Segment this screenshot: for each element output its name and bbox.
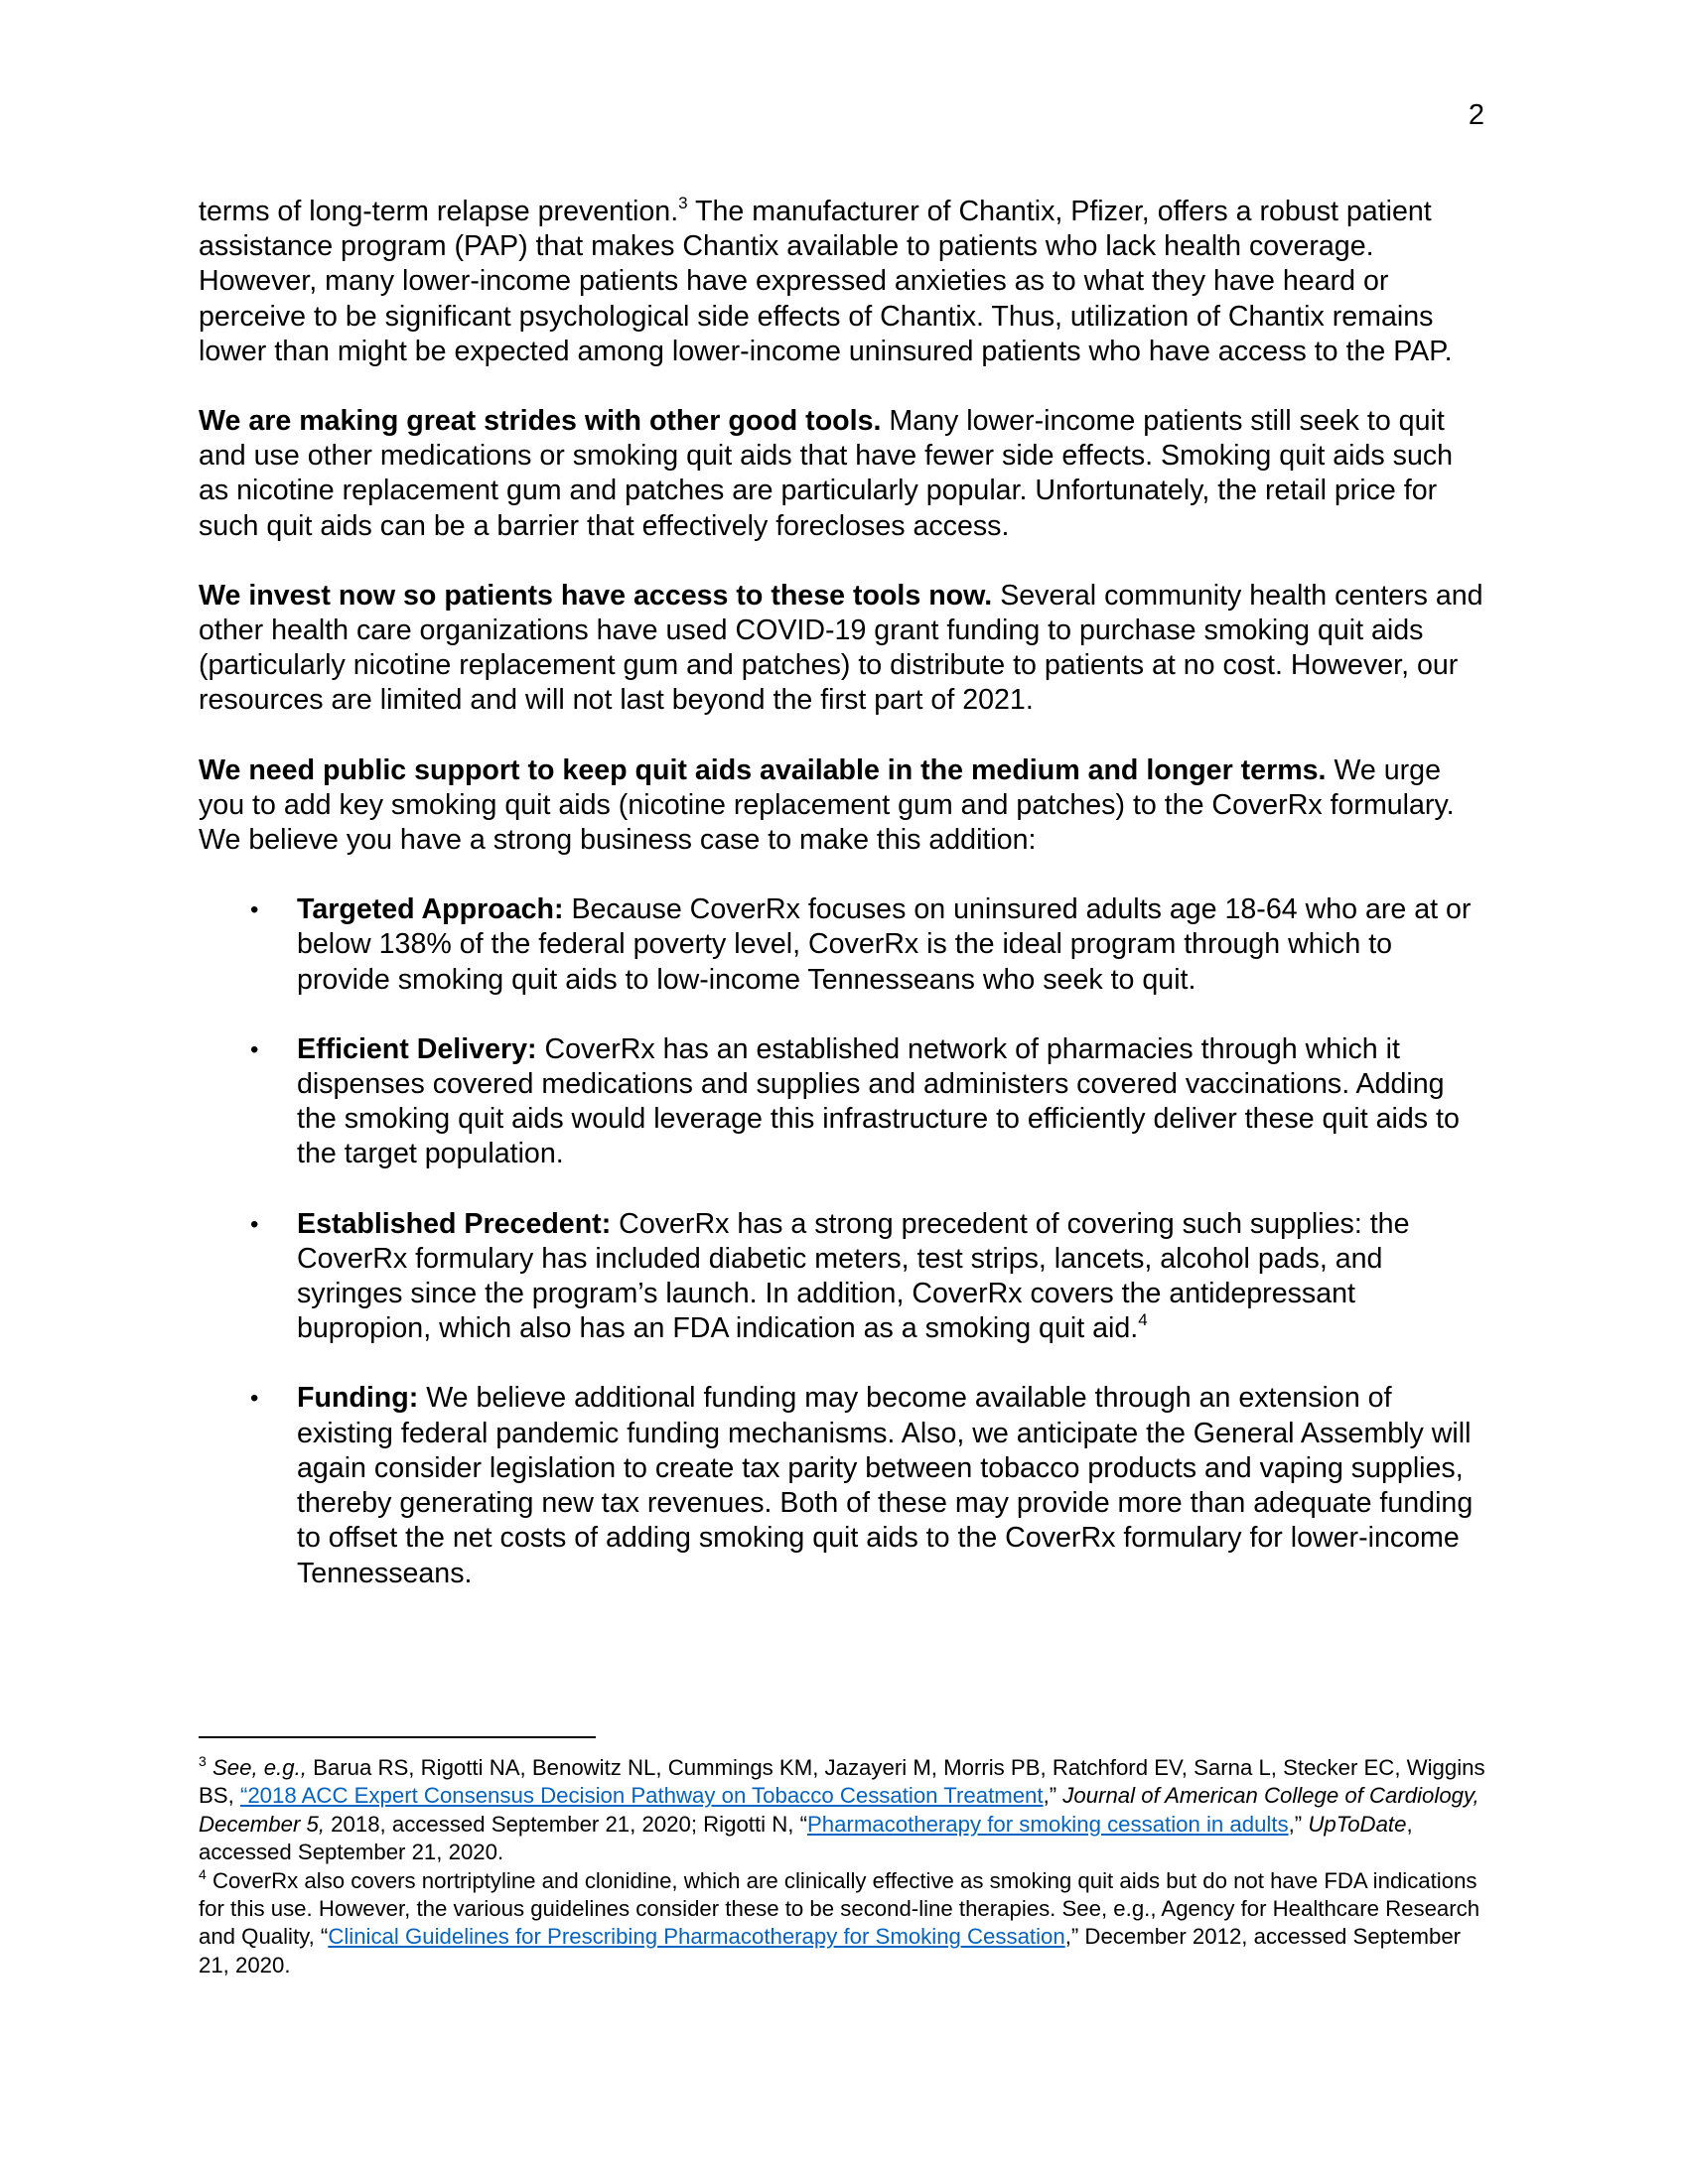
business-case-list [199, 892, 1489, 1590]
bullet-text: CoverRx has an established network of pharmacies through which it dispenses covered medications and supplies and administers covered vaccinations. Adding the smoking quit aids would leverage this infrastructure to efficiently deliver these quit aids to the target population. [297, 1032, 1460, 1170]
page-number: 2 [1468, 99, 1484, 131]
acc-pathway-link[interactable]: “2018 ACC Expert Consensus Decision Pathway on Tobacco Cessation Treatment [239, 1783, 1044, 1809]
uptodate-pharmacotherapy-link[interactable]: Pharmacotherapy for smoking cessation in adults [806, 1811, 1289, 1837]
bullet-icon: • [250, 1035, 259, 1063]
footnote-separator [199, 1736, 596, 1738]
bullet-text: CoverRx has a strong precedent of covering such supplies: the CoverRx formulary has included diabetic meters, test strips, lancets, alcohol pads, and syringes since the program’s launch. In addition, CoverRx covers the antidepressant bupropion, which also has an FDA indication as a smoking quit aid. [297, 1207, 1410, 1345]
bullet-lead: Efficient Delivery: [297, 1032, 537, 1065]
footnote-ref-4: 4 [1138, 1310, 1148, 1330]
paragraph-text: Many lower-income patients still seek to quit and use other medications or smoking quit aids that have fewer side effects. Smoking quit aids such as nicotine replacement gum and patches are particularly popular. Unfortunately, the retail price for such quit aids can be a barrier that effectively forecloses access. [199, 405, 1454, 542]
list-item-targeted-approach [199, 892, 1489, 998]
footnote-journal: Journal of American College of Cardiology, December 5, [199, 1783, 1479, 1837]
ahrq-guidelines-link[interactable]: Clinical Guidelines for Prescribing Pharmacotherapy for Smoking Cessation [328, 1924, 1065, 1950]
bullet-text: We believe additional funding may become available through an extension of existing federal pandemic funding mechanisms. Also, we anticipate the General Assembly will again consider legislation to create tax parity between tobacco products and vaping supplies, thereby generating new tax revenues. Both of these may provide more than adequate funding to offset the net costs of adding smoking quit aids to the CoverRx formulary for lower-income Tennesseans. [297, 1382, 1474, 1589]
bullet-icon: • [250, 1385, 259, 1413]
bullet-icon: • [250, 1210, 259, 1238]
list-item-established-precedent [199, 1207, 1489, 1347]
bullet-text: Because CoverRx focuses on uninsured adults age 18-64 who are at or below 138% of the federal poverty level, CoverRx is the ideal program through which to provide smoking quit aids to low-income Tennesseans who seek to quit. [297, 893, 1472, 996]
paragraph-lead: We are making great strides with other good tools. [199, 405, 882, 438]
footnote-4 [199, 1867, 1489, 1980]
footnote-ref-3: 3 [678, 194, 688, 212]
paragraph-lead: We need public support to keep quit aids available in the medium and longer terms. [199, 753, 1327, 786]
paragraph-text: terms of long-term relapse prevention. [199, 196, 679, 227]
footnote-text: ,” [1288, 1811, 1309, 1837]
paragraph-text: We urge you to add key smoking quit aids (nicotine replacement gum and patches) to the CoverRx formulary. We believe you have a strong business case to make this addition: [199, 753, 1455, 857]
bullet-lead: Funding: [297, 1382, 419, 1415]
footnotes [199, 1754, 1489, 1979]
footnote-number: 3 [199, 1753, 207, 1769]
footnote-text: ,” December 2012, accessed September 21, 2020. [199, 1924, 1462, 1978]
letter-body [199, 195, 1489, 1626]
paragraph-invest-now [199, 579, 1489, 719]
footnote-text: ,” [1043, 1783, 1063, 1809]
footnote-text: CoverRx also covers nortriptyline and clonidine, which are clinically effective as smoking quit aids but do not have FDA indications for this use. However, the various guidelines consider these to be second-line therapies. See, e.g., Agency for Healthcare Research and Quality, “ [199, 1867, 1480, 1950]
bullet-icon: • [250, 896, 259, 924]
footnote-number: 4 [199, 1865, 207, 1882]
footnote-source: UpToDate [1308, 1811, 1407, 1837]
bullet-lead: Established Precedent: [297, 1207, 612, 1240]
footnote-3 [199, 1754, 1489, 1867]
paragraph-lead: We invest now so patients have access to these tools now. [199, 579, 993, 612]
paragraph-text: The manufacturer of Chantix, Pfizer, offers a robust patient assistance program (PAP) that makes Chantix available to patients who lack health coverage. However, many lower-income patients have expressed anxieties as to what they have heard or perceive to be significant psychological side effects of Chantix. Thus, utilization of Chantix remains lower than might be expected among lower-income uninsured patients who have access to the PAP. [199, 196, 1453, 367]
paragraph-public-support [199, 753, 1489, 859]
list-item-funding [199, 1381, 1489, 1590]
footnote-signal: See, e.g., [211, 1755, 307, 1780]
paragraph-great-strides [199, 404, 1489, 544]
footnote-text: Barua RS, Rigotti NA, Benowitz NL, Cummings KM, Jazayeri M, Morris PB, Ratchford EV, Sarna L, Stecker EC, Wiggins BS, [199, 1755, 1485, 1809]
bullet-lead: Targeted Approach: [297, 893, 564, 926]
paragraph-chantix [199, 195, 1489, 369]
list-item-efficient-delivery [199, 1032, 1489, 1172]
paragraph-text: Several community health centers and other health care organizations have used COVID-19 grant funding to purchase smoking quit aids (particularly nicotine replacement gum and patches) to distribute to patients at no cost. However, our resources are limited and will not last beyond the first part of 2021. [199, 579, 1483, 717]
footnote-text: 2018, accessed September 21, 2020; Rigotti N, “ [325, 1811, 807, 1837]
footnote-text: , accessed September 21, 2020. [199, 1811, 1413, 1865]
